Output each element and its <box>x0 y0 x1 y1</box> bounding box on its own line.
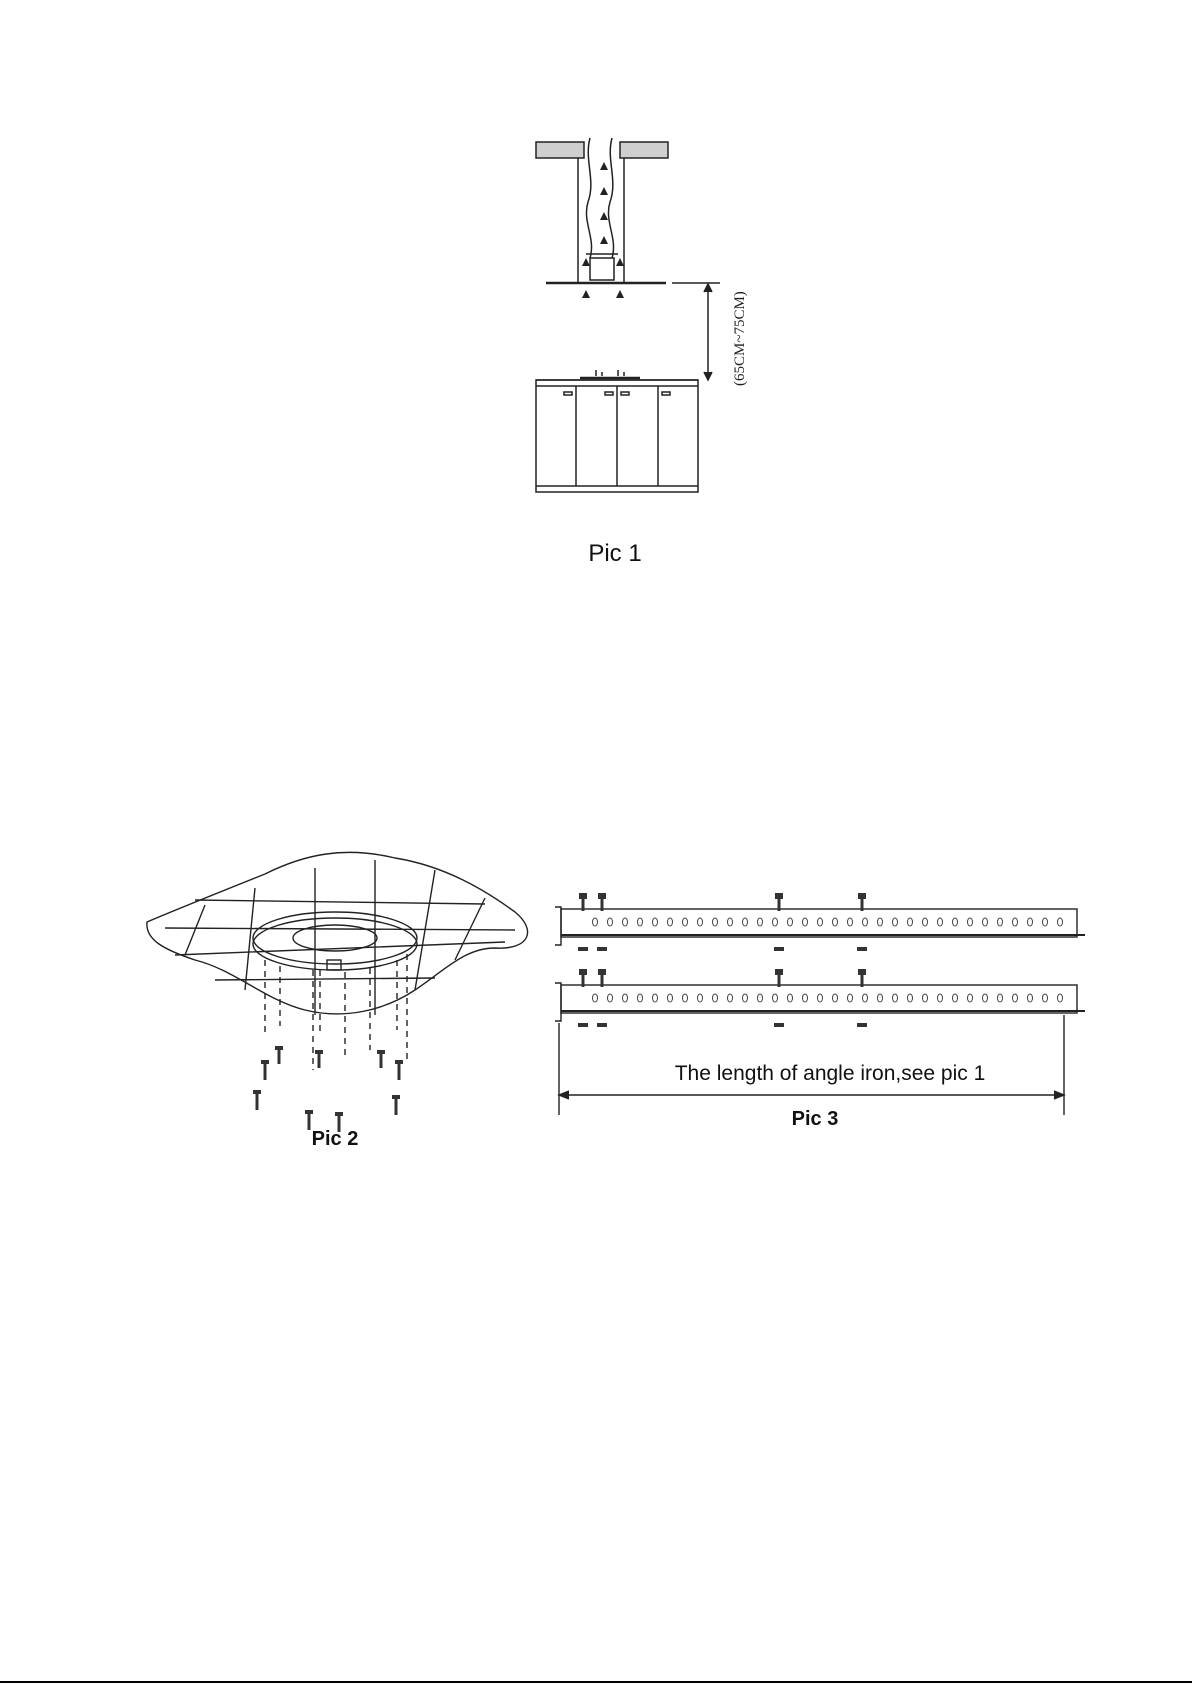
pic3-angle-iron-diagram <box>555 885 1090 1125</box>
pic3-caption: Pic 3 <box>791 1108 839 1130</box>
page-bottom-rule <box>0 1681 1192 1683</box>
pic3-length-label: The length of angle iron,see pic 1 <box>674 1062 986 1085</box>
ceiling-slab-right <box>620 142 668 158</box>
pic2-caption: Pic 2 <box>311 1128 359 1150</box>
flexible-duct <box>586 138 591 258</box>
angle-iron-rail-1 <box>561 909 1077 937</box>
pic1-dimension-label: (65CM~75CM) <box>732 291 748 386</box>
pic1-caption: Pic 1 <box>588 540 642 567</box>
pic1-hood-installation-diagram <box>520 130 780 550</box>
screws <box>253 1046 403 1132</box>
ceiling-slab-left <box>536 142 584 158</box>
mounting-ring <box>253 912 417 964</box>
rail-holes <box>593 918 1063 1002</box>
motor-box <box>590 258 614 280</box>
pic2-ceiling-mount-diagram <box>145 850 540 1140</box>
ceiling-panel <box>147 852 528 1014</box>
bolts <box>578 893 867 1027</box>
angle-iron-rail-2 <box>561 985 1077 1013</box>
